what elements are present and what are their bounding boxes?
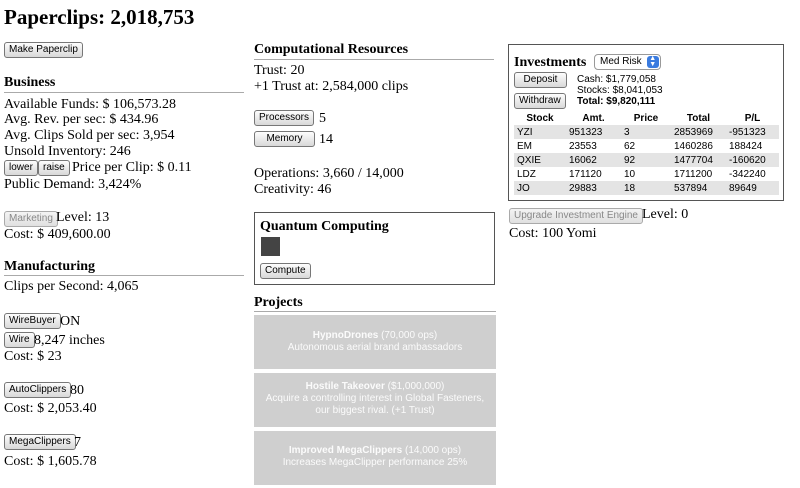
project-description: Autonomous aerial brand ambassadors bbox=[287, 342, 463, 353]
business-title: Business bbox=[4, 75, 56, 90]
computational-title: Computational Resources bbox=[254, 42, 409, 57]
table-row bbox=[514, 153, 779, 167]
avg-revenue: Avg. Rev. per sec: $ 434.96 bbox=[4, 112, 159, 127]
stock-pl: -342240 bbox=[729, 168, 766, 180]
stock-total: 1711200 bbox=[674, 168, 713, 180]
stocks-table bbox=[514, 111, 779, 195]
deposit-button[interactable]: Deposit bbox=[514, 72, 567, 88]
memory-button[interactable]: Memory bbox=[254, 131, 315, 147]
available-funds: Available Funds: $ 106,573.28 bbox=[4, 97, 177, 112]
clips-value: 2,018,753 bbox=[110, 5, 195, 29]
stock-total: 2853969 bbox=[674, 126, 713, 138]
memory-count: 14 bbox=[319, 132, 333, 147]
project-name: Improved MegaClippers bbox=[288, 445, 403, 456]
price-per-clip: Price per Clip: $ 0.11 bbox=[72, 160, 192, 175]
creativity: Creativity: 46 bbox=[254, 182, 332, 197]
stock-amount: 951323 bbox=[569, 126, 603, 138]
project-name: HypnoDrones bbox=[312, 330, 379, 341]
manufacturing-title: Manufacturing bbox=[4, 259, 95, 274]
stock-total: 537894 bbox=[674, 182, 708, 194]
project-cost: (14,000 ops) bbox=[404, 445, 462, 456]
stock-price: 10 bbox=[624, 168, 636, 180]
column-header: Amt. bbox=[582, 112, 605, 124]
stock-amount: 29883 bbox=[569, 182, 597, 194]
raise-price-button[interactable]: raise bbox=[38, 160, 70, 176]
autoclippers-count: 80 bbox=[70, 383, 84, 398]
withdraw-button[interactable]: Withdraw bbox=[514, 93, 566, 109]
table-row bbox=[514, 167, 779, 181]
upgrade-investment-engine-button[interactable]: Upgrade Investment Engine bbox=[509, 208, 643, 224]
table-row bbox=[514, 181, 779, 195]
quantum-chip bbox=[261, 237, 280, 256]
stock-amount: 23553 bbox=[569, 140, 597, 152]
processors-button[interactable]: Processors bbox=[254, 110, 314, 126]
stock-symbol: JO bbox=[517, 182, 530, 194]
column-header: Stock bbox=[526, 112, 554, 124]
column-header: Total bbox=[686, 112, 711, 124]
project-card-hypnodrones[interactable] bbox=[254, 315, 496, 369]
wirebuyer-state: ON bbox=[60, 314, 81, 329]
risk-select-value: Med Risk bbox=[600, 56, 642, 67]
stock-pl: 188424 bbox=[729, 140, 763, 152]
lower-price-button[interactable]: lower bbox=[4, 160, 38, 176]
stock-pl: -951323 bbox=[729, 126, 766, 138]
wirebuyer-button[interactable]: WireBuyer bbox=[4, 313, 61, 329]
stock-price: 3 bbox=[624, 126, 630, 138]
project-card-hostile-takeover[interactable] bbox=[254, 373, 496, 427]
stock-symbol: QXIE bbox=[517, 154, 541, 166]
stock-symbol: YZI bbox=[517, 126, 533, 138]
stock-price: 92 bbox=[624, 154, 636, 166]
processors-count: 5 bbox=[319, 111, 326, 126]
stock-symbol: LDZ bbox=[517, 168, 536, 180]
stock-total: 1477704 bbox=[674, 154, 713, 166]
autoclippers-cost: Cost: $ 2,053.40 bbox=[4, 401, 97, 416]
megaclippers-count: 7 bbox=[74, 435, 81, 450]
next-trust: +1 Trust at: 2,584,000 clips bbox=[254, 79, 409, 94]
investments-title: Investments bbox=[514, 55, 587, 70]
business-divider bbox=[4, 92, 244, 93]
total-value: Total: $9,820,111 bbox=[577, 96, 656, 107]
clips-label: Paperclips: bbox=[4, 5, 106, 29]
stock-amount: 16062 bbox=[569, 154, 597, 166]
megaclippers-button[interactable]: MegaClippers bbox=[4, 434, 76, 450]
projects-divider bbox=[254, 311, 496, 312]
make-paperclip-button[interactable]: Make Paperclip bbox=[4, 42, 83, 58]
avg-clips-sold: Avg. Clips Sold per sec: 3,954 bbox=[4, 128, 175, 143]
risk-select[interactable] bbox=[594, 54, 661, 70]
buy-wire-button[interactable]: Wire bbox=[4, 332, 35, 348]
quantum-panel bbox=[254, 212, 495, 285]
compute-button[interactable]: Compute bbox=[260, 263, 311, 279]
wire-amount: 8,247 inches bbox=[34, 333, 105, 348]
quantum-title: Quantum Computing bbox=[260, 219, 389, 234]
clips-per-second: Clips per Second: 4,065 bbox=[4, 279, 139, 294]
stock-symbol: EM bbox=[517, 140, 532, 152]
trust: Trust: 20 bbox=[254, 63, 305, 78]
stocks-table-header bbox=[514, 111, 779, 125]
project-card-improved-megaclippers[interactable] bbox=[254, 431, 496, 485]
wire-cost: Cost: $ 23 bbox=[4, 349, 62, 364]
stocks-value: Stocks: $8,041,053 bbox=[577, 85, 663, 96]
project-name: Hostile Takeover bbox=[305, 381, 385, 392]
investment-engine-cost: Cost: 100 Yomi bbox=[509, 226, 597, 241]
column-header: Price bbox=[633, 112, 659, 124]
stock-pl: -160620 bbox=[729, 154, 766, 166]
computational-divider bbox=[254, 59, 494, 60]
autoclippers-button[interactable]: AutoClippers bbox=[4, 382, 71, 398]
select-arrows-icon: ▲ ▼ bbox=[647, 56, 659, 68]
clip-counter bbox=[4, 5, 194, 29]
project-cost: (70,000 ops) bbox=[381, 330, 438, 341]
marketing-button[interactable]: Marketing bbox=[4, 211, 58, 227]
stock-amount: 171120 bbox=[569, 168, 602, 180]
projects-title: Projects bbox=[254, 295, 303, 310]
investments-panel bbox=[508, 44, 784, 201]
operations: Operations: 3,660 / 14,000 bbox=[254, 166, 404, 181]
megaclippers-cost: Cost: $ 1,605.78 bbox=[4, 454, 97, 469]
project-cost: ($1,000,000) bbox=[387, 381, 445, 392]
marketing-level: Level: 13 bbox=[56, 210, 110, 225]
manufacturing-divider bbox=[4, 275, 244, 276]
table-row bbox=[514, 139, 779, 153]
project-description: Acquire a controlling interest in Global Fasteners, bbox=[265, 393, 485, 404]
project-description-line-2: our biggest rival. (+1 Trust) bbox=[315, 405, 435, 416]
stock-pl: 89649 bbox=[729, 182, 757, 194]
project-description: Increases MegaClipper performance 25% bbox=[282, 457, 468, 468]
stock-total: 1460286 bbox=[674, 140, 713, 152]
stock-price: 18 bbox=[624, 182, 636, 194]
stock-price: 62 bbox=[624, 140, 636, 152]
cash-value: Cash: $1,779,058 bbox=[577, 74, 656, 85]
investment-engine-level: Level: 0 bbox=[642, 207, 689, 222]
table-row bbox=[514, 125, 779, 139]
marketing-cost: Cost: $ 409,600.00 bbox=[4, 227, 111, 242]
column-header: P/L bbox=[744, 112, 761, 124]
public-demand: Public Demand: 3,424% bbox=[4, 177, 142, 192]
unsold-inventory: Unsold Inventory: 246 bbox=[4, 144, 131, 159]
